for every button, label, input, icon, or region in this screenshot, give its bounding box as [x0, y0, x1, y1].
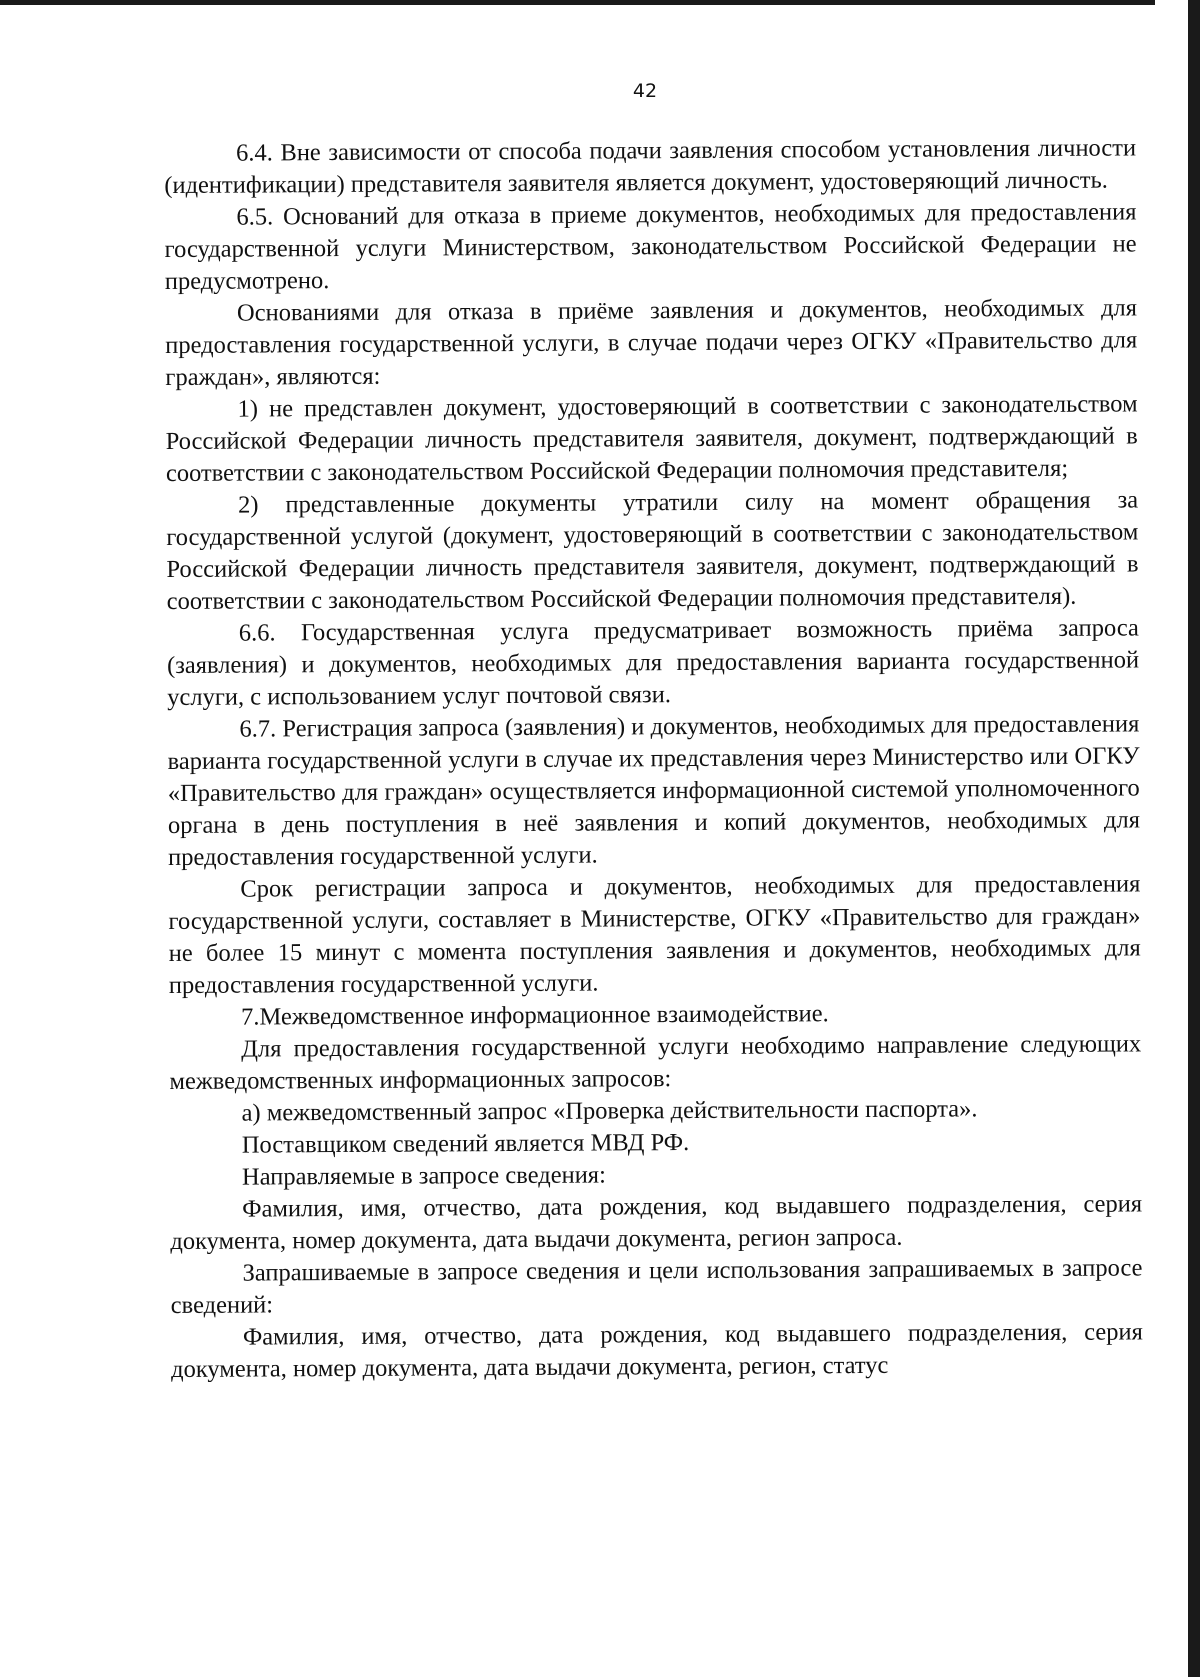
paragraph-request-a: а) межведомственный запрос «Проверка действительности паспорта».	[241, 1095, 978, 1127]
paragraph-sent-data-heading: Направляемые в запросе сведения:	[241, 1161, 606, 1191]
paragraph-6-4: 6.4. Вне зависимости от способа подачи заявления способом установления личности (идентификации) представителя заявителя является документ, удостоверяющий личность.	[164, 134, 1137, 199]
paragraph-7-heading: 7.Межведомственное информационное взаимодействие.	[240, 1000, 829, 1031]
paragraph-registration-term: Срок регистрации запроса и документов, необходимых для предоставления государственной услуги, составляет в Министерстве, ОГКУ «Правительство для граждан» не более 15 минут с момента поступления заявления и документов, необходимых для предоставления государственной услуги.	[168, 870, 1141, 999]
paragraph-requested-data: Фамилия, имя, отчество, дата рождения, код выдавшего подразделения, серия документа, номер документа, дата выдачи документа, регион, статус	[171, 1318, 1143, 1383]
paragraph-ground-2: 2) представленные документы утратили силу на момент обращения за государственной услугой (документ, удостоверяющий в соответствии с законодательством Российской Федерации личность представителя заявителя, документ, подтверждающий в соответствии с законодательством Российской Федерации полномочия представителя).	[166, 486, 1139, 615]
paragraph-6-7: 6.7. Регистрация запроса (заявления) и документов, необходимых для предоставления варианта государственной услуги в случае их представления через Министерство или ОГКУ «Правительство для граждан» осуществляется информационной системой уполномоченного органа в день поступления в неё заявления и копий документов, необходимых для предоставления государственной услуги.	[167, 710, 1141, 871]
page-number: 42	[632, 80, 658, 102]
paragraph-requested-data-heading: Запрашиваемые в запросе сведения и цели использования запрашиваемых в запросе сведений:	[170, 1254, 1143, 1319]
paragraph-interagency-requests: Для предоставления государственной услуги необходимо направление следующих межведомственных информационных запросов:	[169, 1030, 1142, 1095]
paragraph-sent-data: Фамилия, имя, отчество, дата рождения, код выдавшего подразделения, серия документа, номер документа, дата выдачи документа, регион запроса.	[170, 1190, 1143, 1255]
paragraph-ground-1: 1) не представлен документ, удостоверяющий в соответствии с законодательством Российской Федерации личность представителя заявителя, документ, подтверждающий в соответствии с законодательством Российской Федерации полномочия представителя;	[165, 390, 1138, 487]
scan-right-edge	[1188, 0, 1200, 1677]
paragraph-6-5: 6.5. Оснований для отказа в приеме документов, необходимых для предоставления государственной услуги Министерством, законодательством Российской Федерации не предусмотрено.	[164, 198, 1137, 295]
scan-top-edge	[0, 0, 1155, 5]
paragraph-refusal-grounds: Основаниями для отказа в приёме заявления и документов, необходимых для предоставления государственной услуги, в случае подачи через ОГКУ «Правительство для граждан», являются:	[165, 294, 1138, 391]
paragraph-provider: Поставщиком сведений является МВД РФ.	[241, 1128, 690, 1159]
paragraph-6-6: 6.6. Государственная услуга предусматривает возможность приёма запроса (заявления) и документов, необходимых для предоставления варианта государственной услуги, с использованием услуг почтовой связи.	[166, 614, 1140, 711]
document-body	[164, 132, 1143, 1386]
